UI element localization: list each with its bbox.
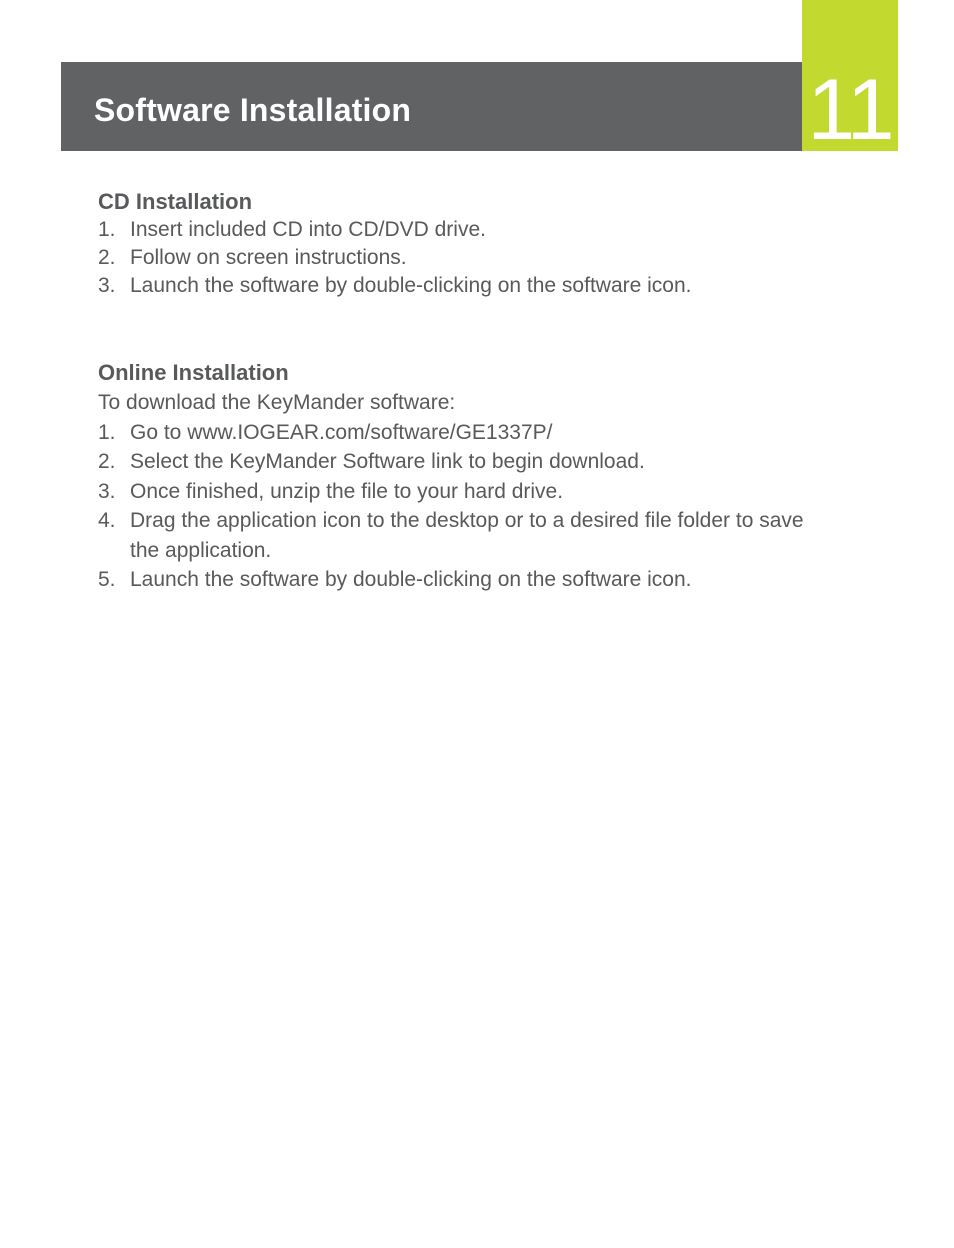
list-item xyxy=(98,477,818,507)
step-number: 1. xyxy=(98,420,116,444)
online-installation-steps xyxy=(98,418,818,595)
page-number: 11 xyxy=(807,62,893,158)
step-text: Go to www.IOGEAR.com/software/GE1337P/ xyxy=(130,420,553,444)
list-item xyxy=(98,244,818,272)
step-text: Drag the application icon to the desktop or to a desired file folder to save the application. xyxy=(130,509,804,562)
list-item xyxy=(98,418,818,448)
list-item xyxy=(98,447,818,477)
step-number: 1. xyxy=(98,218,116,241)
step-number: 4. xyxy=(98,509,116,532)
online-installation-section xyxy=(98,360,818,595)
online-installation-intro: To download the KeyMander software: xyxy=(98,391,456,414)
step-text: Insert included CD into CD/DVD drive. xyxy=(130,218,486,241)
step-number: 2. xyxy=(98,450,116,473)
step-text: Launch the software by double-clicking on the software icon. xyxy=(130,274,692,297)
list-item xyxy=(98,506,818,565)
step-text: Launch the software by double-clicking on the software icon. xyxy=(130,568,692,591)
step-text: Select the KeyMander Software link to begin download. xyxy=(130,450,645,473)
step-number: 2. xyxy=(98,246,116,269)
list-item xyxy=(98,216,818,244)
step-number: 3. xyxy=(98,479,116,503)
cd-installation-section xyxy=(98,189,818,300)
cd-installation-heading: CD Installation xyxy=(98,189,253,214)
list-item xyxy=(98,565,818,595)
page-title: Software Installation xyxy=(94,92,412,128)
online-installation-heading: Online Installation xyxy=(98,360,289,385)
cd-installation-steps xyxy=(98,216,818,300)
list-item xyxy=(98,272,818,300)
page-number-tab xyxy=(802,0,898,158)
header-bar xyxy=(61,62,802,151)
step-text: Follow on screen instructions. xyxy=(130,246,407,269)
step-text: Once finished, unzip the file to your hard drive. xyxy=(130,479,564,503)
step-number: 3. xyxy=(98,274,116,297)
step-number: 5. xyxy=(98,568,116,591)
